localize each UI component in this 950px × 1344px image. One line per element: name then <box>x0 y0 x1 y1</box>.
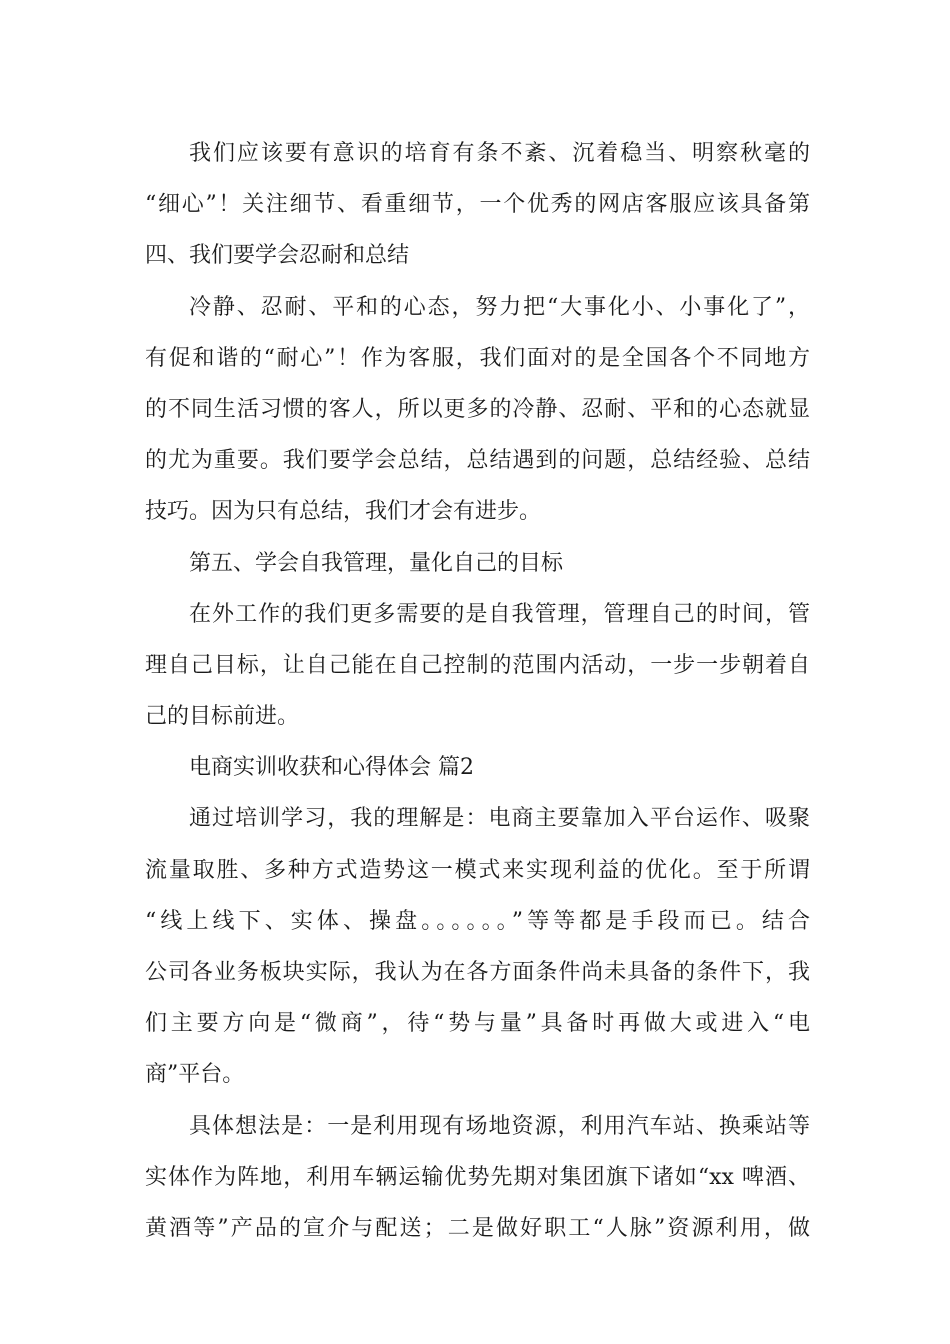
text-line: 公司各业务板块实际，我认为在各方面条件尚未具备的条件下，我 <box>145 960 810 985</box>
text-line: 我们应该要有意识的培育有条不紊、沉着稳当、明察秋毫的 <box>189 141 810 166</box>
section-heading: 第五、学会自我管理，量化自己的目标 <box>189 550 564 576</box>
text-line: 的尤为重要。我们要学会总结，总结遇到的问题，总结经验、总结 <box>145 448 810 474</box>
text-line: 的不同生活习惯的客人，所以更多的冷静、忍耐、平和的心态就显 <box>145 396 810 422</box>
text-line: 四、我们要学会忍耐和总结 <box>145 243 410 269</box>
text-line: 通过培训学习，我的理解是：电商主要靠加入平台运作、吸聚 <box>189 806 810 832</box>
text-line: 己的目标前进。 <box>145 704 300 730</box>
text-line: “线上线下、实体、操盘。。。。。。”等等都是手段而已。结合 <box>145 908 810 934</box>
text-line: 理自己目标，让自己能在自己控制的范围内活动，一步一步朝着自 <box>145 652 810 678</box>
text-line: 具体想法是：一是利用现有场地资源，利用汽车站、换乘站等 <box>189 1113 810 1139</box>
text-line: 流量取胜、多种方式造势这一模式来实现利益的优化。至于所谓 <box>145 857 810 883</box>
document-body <box>145 128 810 1254</box>
text-line: 冷静、忍耐、平和的心态，努力把“大事化小、小事化了”， <box>189 294 810 320</box>
text-line: “细心”！关注细节、看重细节，一个优秀的网店客服应该具备第 <box>145 192 810 218</box>
text-line: 有促和谐的“耐心”！作为客服，我们面对的是全国各个不同地方 <box>145 345 810 371</box>
text-line: 黄酒等”产品的宣介与配送；二是做好职工“人脉”资源利用，做 <box>145 1215 810 1241</box>
text-line: 们主要方向是“微商”，待“势与量”具备时再做大或进入“电 <box>145 1011 810 1037</box>
text-line: 在外工作的我们更多需要的是自我管理，管理自己的时间，管 <box>189 601 810 627</box>
text-line: 商”平台。 <box>145 1062 245 1088</box>
section-heading: 电商实训收获和心得体会 篇2 <box>189 755 474 781</box>
text-line: 实体作为阵地，利用车辆运输优势先期对集团旗下诸如“xx 啤酒、 <box>145 1164 810 1190</box>
text-line: 技巧。因为只有总结，我们才会有进步。 <box>145 499 542 525</box>
